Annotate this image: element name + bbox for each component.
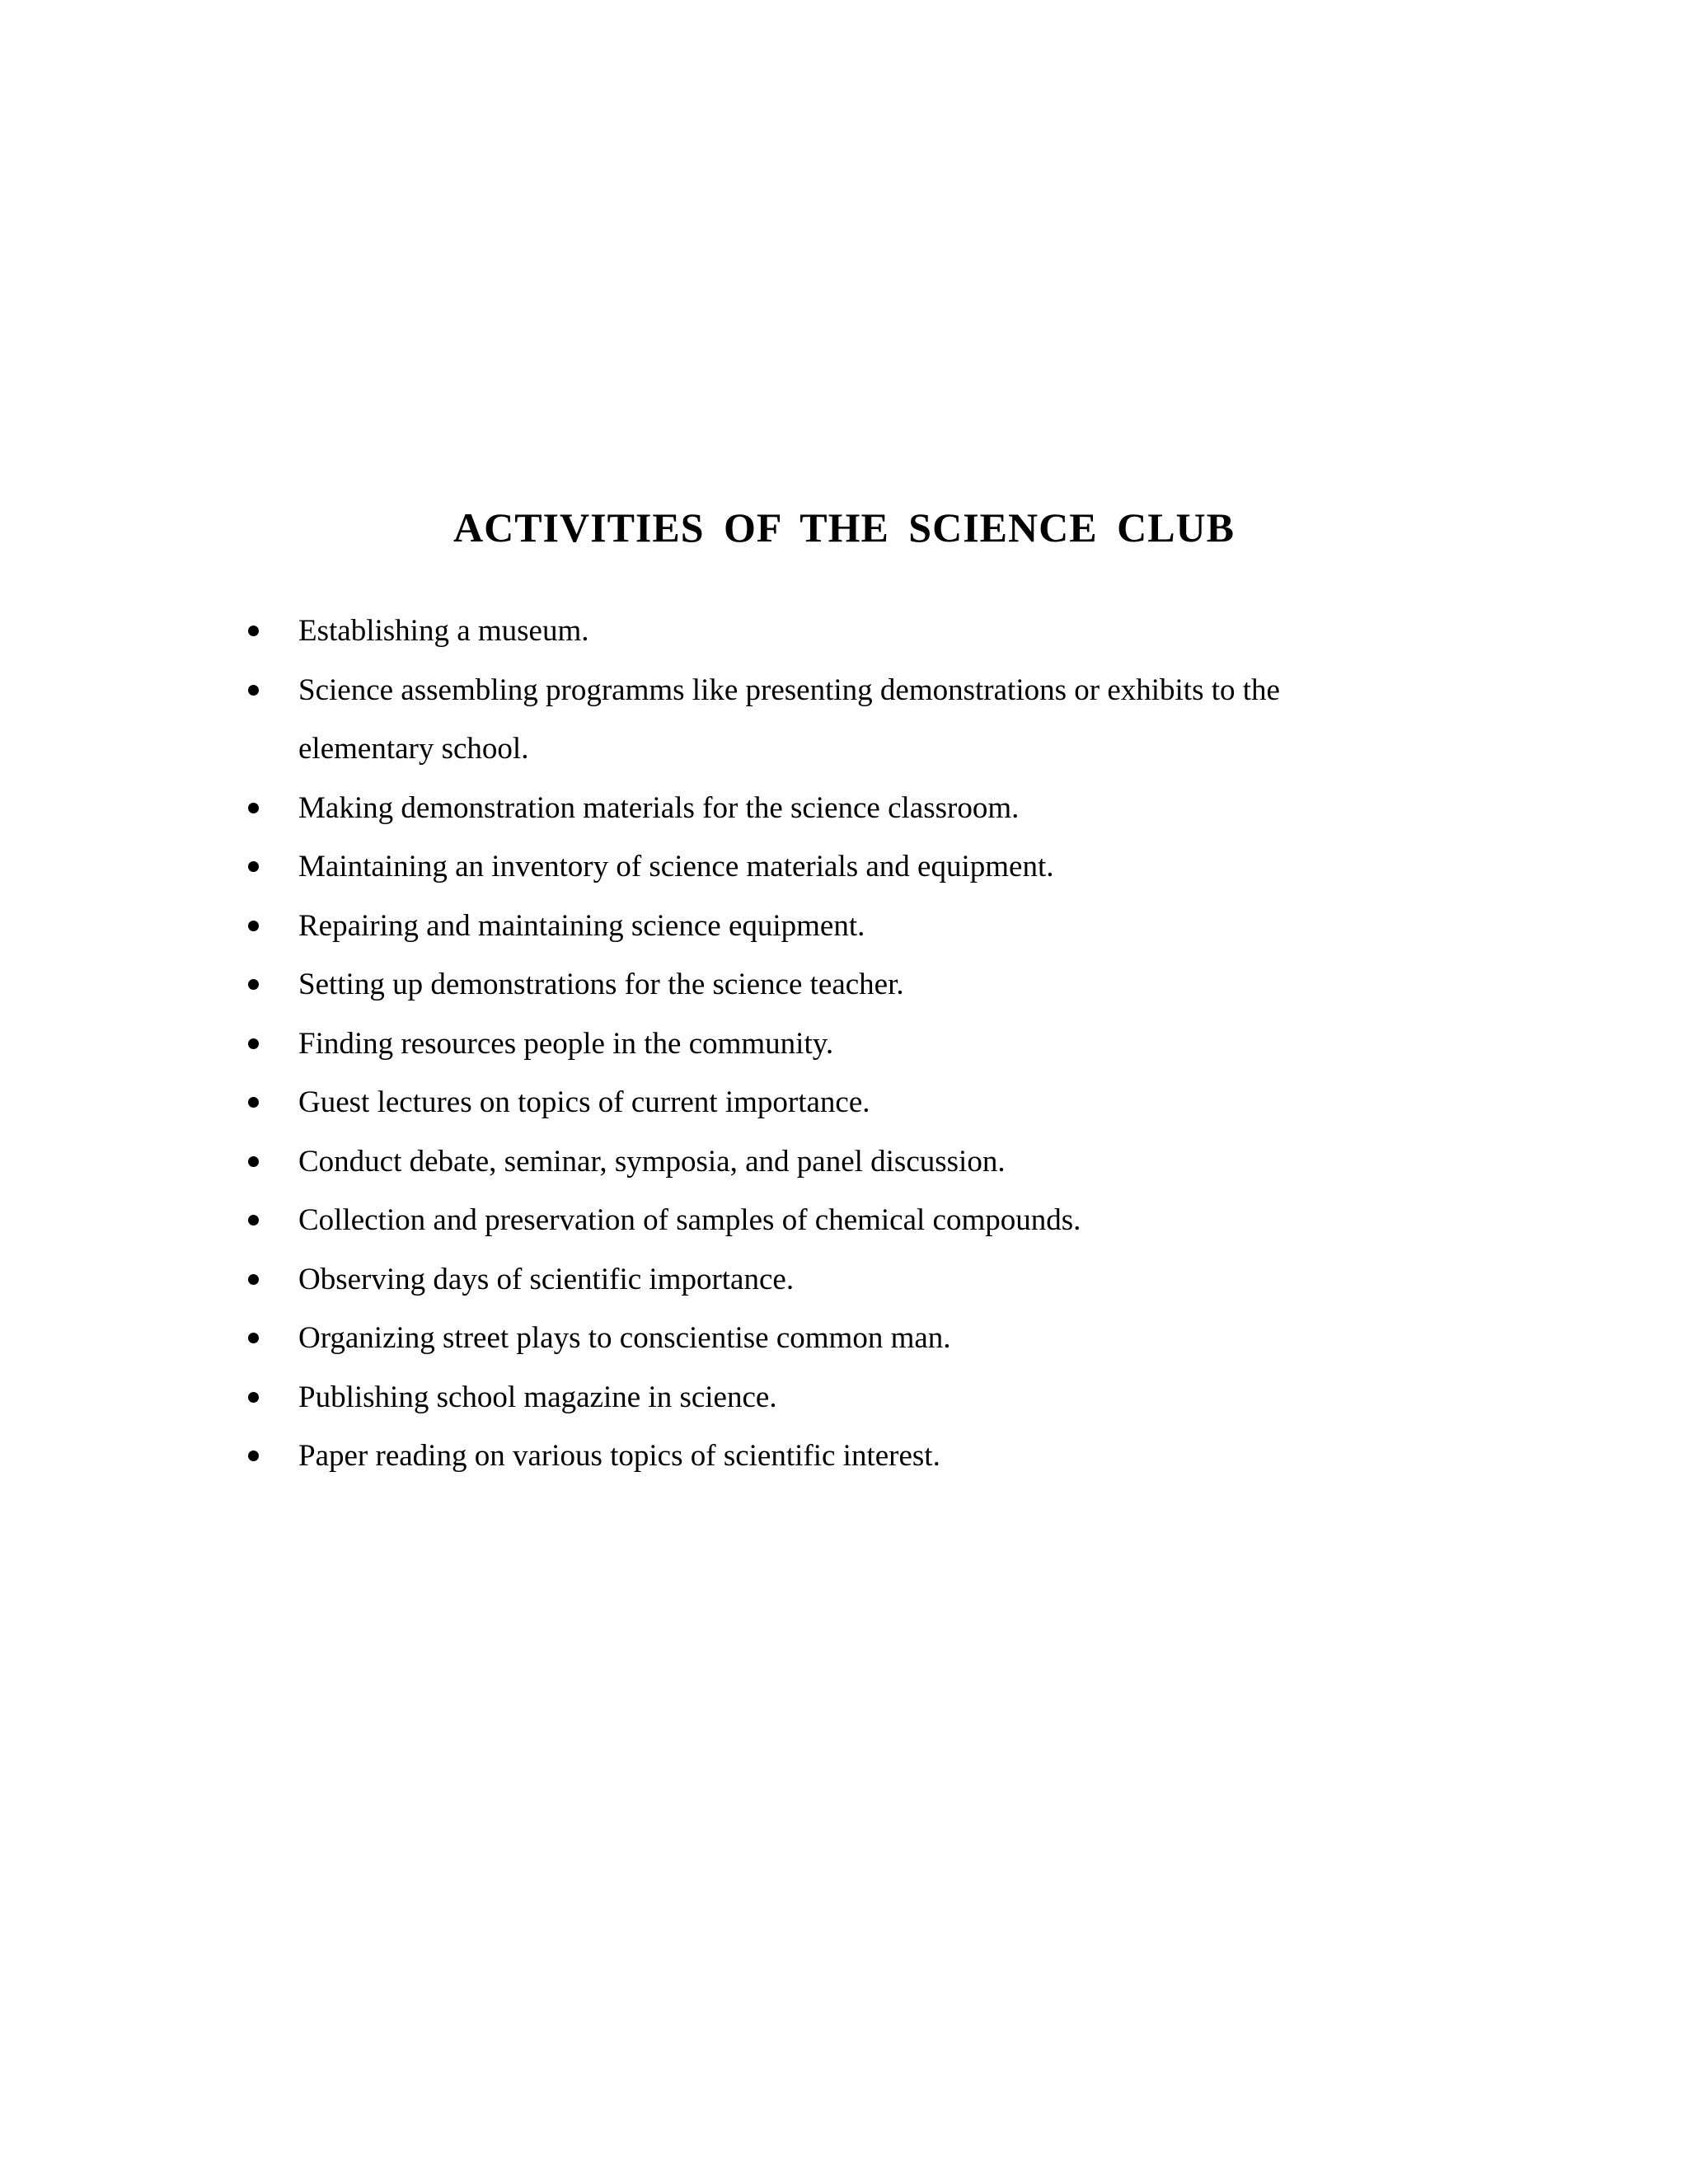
list-item-text: Making demonstration materials for the science classroom. — [298, 790, 1020, 825]
list-item-text: Finding resources people in the community. — [298, 1026, 834, 1061]
list-item-text: Repairing and maintaining science equipment. — [298, 908, 865, 943]
list-item — [246, 1015, 1416, 1074]
bullet-icon — [246, 1191, 270, 1250]
list-item — [246, 1191, 1416, 1250]
list-item-text: Paper reading on various topics of scientific interest. — [298, 1439, 940, 1473]
list-item — [246, 602, 1416, 661]
bullet-icon — [246, 1368, 270, 1427]
bullet-icon — [246, 1427, 270, 1486]
list-item — [246, 1250, 1416, 1310]
list-item-text: Maintaining an inventory of science materials and equipment. — [298, 850, 1054, 883]
list-item-text: Guest lectures on topics of current importance. — [298, 1085, 870, 1119]
bullet-icon — [246, 661, 270, 720]
list-item — [246, 661, 1416, 779]
bullet-icon — [246, 1132, 270, 1192]
list-item-text: Collection and preservation of samples of chemical compounds. — [298, 1203, 1081, 1237]
bullet-icon — [246, 1250, 270, 1310]
list-item — [246, 779, 1416, 838]
list-item — [246, 837, 1416, 897]
list-item — [246, 1309, 1416, 1368]
list-item-text: Conduct debate, seminar, symposia, and panel discussion. — [298, 1144, 1006, 1179]
activity-list — [246, 602, 1416, 1486]
list-item-text: Organizing street plays to conscientise common man. — [298, 1321, 951, 1355]
bullet-icon — [246, 837, 270, 897]
list-item — [246, 1073, 1416, 1132]
list-item-text: Publishing school magazine in science. — [298, 1380, 777, 1414]
bullet-icon — [246, 955, 270, 1015]
list-item-text: Setting up demonstrations for the science teacher. — [298, 968, 904, 1001]
list-item — [246, 1368, 1416, 1427]
list-item — [246, 955, 1416, 1015]
bullet-icon — [246, 602, 270, 661]
list-item — [246, 1427, 1416, 1486]
list-item — [246, 897, 1416, 956]
bullet-icon — [246, 897, 270, 956]
bullet-icon — [246, 1015, 270, 1074]
list-item — [246, 1132, 1416, 1192]
bullet-icon — [246, 779, 270, 838]
page-title: ACTIVITIES OF THE SCIENCE CLUB — [452, 504, 1236, 551]
bullet-icon — [246, 1309, 270, 1368]
bullet-icon — [246, 1073, 270, 1132]
list-item-text: Establishing a museum. — [298, 614, 589, 648]
list-item-text: Science assembling programms like presenting demonstrations or exhibits to the elementary school. — [298, 673, 1280, 766]
list-item-text: Observing days of scientific importance. — [298, 1262, 795, 1296]
